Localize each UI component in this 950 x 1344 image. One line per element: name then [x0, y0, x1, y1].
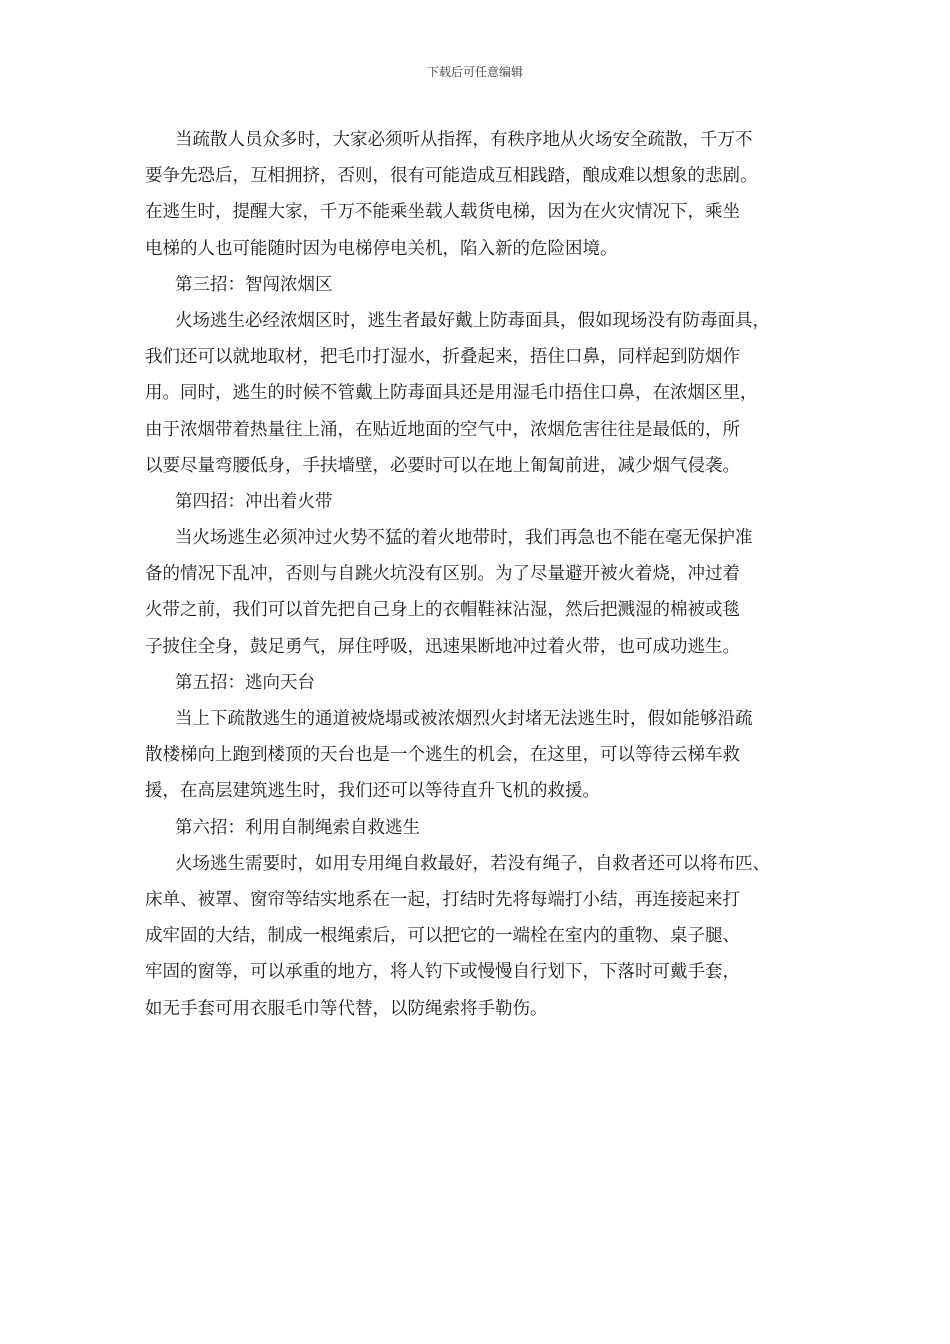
paragraph-line: 火场逃生需要时，如用专用绳自救最好，若没有绳子，自救者还可以将布匹、 [175, 853, 770, 874]
paragraph-line: 牢固的窗等，可以承重的地方，将人钓下或慢慢自行划下，下落时可戴手套， [145, 962, 740, 983]
paragraph-line: 火场逃生必经浓烟区时，逃生者最好戴上防毒面具，假如现场没有防毒面具， [175, 310, 770, 331]
paragraph-line: 在逃生时，提醒大家，千万不能乘坐载人载货电梯，因为在火灾情况下，乘坐 [145, 202, 740, 223]
paragraph-line: 如无手套可用衣服毛巾等代替，以防绳索将手勒伤。 [145, 998, 548, 1019]
section-heading: 第五招：逃向天台 [175, 672, 315, 693]
paragraph-line: 用。同时，逃生的时候不管戴上防毒面具还是用湿毛巾捂住口鼻，在浓烟区里， [145, 383, 758, 404]
paragraph-line: 要争先恐后，互相拥挤，否则，很有可能造成互相践踏，酿成难以想象的悲剧。 [145, 166, 758, 187]
document-body [145, 122, 823, 1027]
paragraph-line: 备的情况下乱冲，否则与自跳火坑没有区别。为了尽量避开被火着烧，冲过着 [145, 564, 740, 585]
paragraph-line: 由于浓烟带着热量往上涌，在贴近地面的空气中，浓烟危害往往是最低的，所 [145, 419, 740, 440]
paragraph-line: 成牢固的大结，制成一根绳索后，可以把它的一端栓在室内的重物、桌子腿、 [145, 926, 740, 947]
paragraph-line: 当上下疏散逃生的通道被烧塌或被浓烟烈火封堵无法逃生时，假如能够沿疏 [175, 709, 753, 729]
paragraph-line: 床单、被罩、窗帘等结实地系在一起，打结时先将每端打小结，再连接起来打 [145, 889, 740, 910]
paragraph-line: 当疏散人员众多时，大家必须听从指挥，有秩序地从火场安全疏散，千万不 [175, 130, 753, 150]
paragraph-line: 援，在高层建筑逃生时，我们还可以等待直升飞机的救援。 [145, 781, 600, 802]
section-heading: 第四招：冲出着火带 [175, 491, 333, 512]
section-heading: 第三招：智闯浓烟区 [175, 274, 333, 295]
paragraph-line: 火带之前，我们可以首先把自己身上的衣帽鞋袜沾湿，然后把溅湿的棉被或毯 [145, 600, 740, 621]
paragraph-line: 电梯的人也可能随时因为电梯停电关机，陷入新的危险困境。 [145, 238, 618, 259]
section-heading: 第六招：利用自制绳索自救逃生 [175, 817, 420, 838]
page-header: 下载后可任意编辑 [426, 65, 523, 79]
paragraph-line: 以要尽量弯腰低身，手扶墙壁，必要时可以在地上匍匐前进，减少烟气侵袭。 [145, 455, 740, 476]
paragraph-line: 我们还可以就地取材，把毛巾打湿水，折叠起来，捂住口鼻，同样起到防烟作 [145, 347, 740, 368]
paragraph-line: 当火场逃生必须冲过火势不猛的着火地带时，我们再急也不能在毫无保护准 [175, 528, 753, 549]
paragraph-line: 散楼梯向上跑到楼顶的天台也是一个逃生的机会，在这里，可以等待云梯车救 [145, 745, 740, 766]
paragraph-line: 子披住全身，鼓足勇气，屏住呼吸，迅速果断地冲过着火带，也可成功逃生。 [145, 636, 740, 657]
